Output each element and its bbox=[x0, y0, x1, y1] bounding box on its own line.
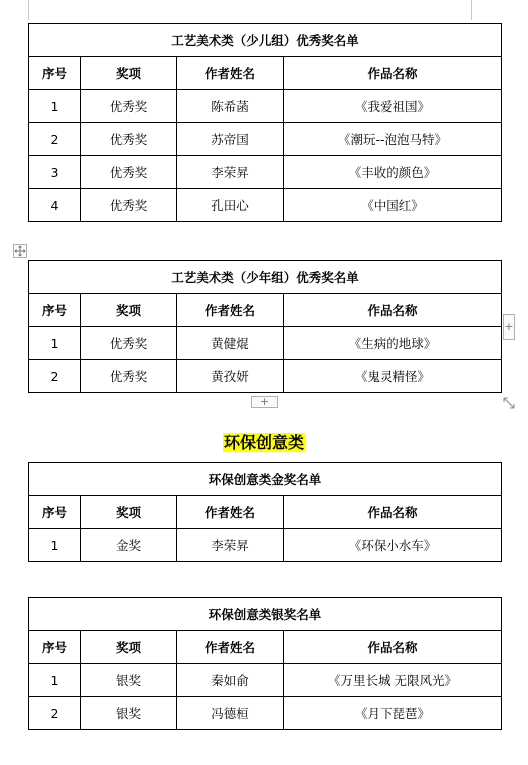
header-award: 奖项 bbox=[81, 631, 177, 664]
header-author: 作者姓名 bbox=[177, 57, 284, 90]
plus-icon: + bbox=[504, 320, 514, 333]
header-work: 作品名称 bbox=[284, 294, 502, 327]
header-author: 作者姓名 bbox=[177, 631, 284, 664]
table-move-handle[interactable] bbox=[13, 244, 27, 258]
table-row bbox=[29, 189, 502, 222]
header-work: 作品名称 bbox=[284, 496, 502, 529]
cell-work: 《我爱祖国》 bbox=[284, 90, 502, 123]
table-row bbox=[29, 327, 502, 360]
table-header-row bbox=[29, 57, 502, 90]
table-header-row bbox=[29, 294, 502, 327]
page-margin-mark-left bbox=[28, 0, 29, 20]
cell-author: 陈希菡 bbox=[177, 90, 284, 123]
add-column-button[interactable] bbox=[503, 314, 515, 340]
header-serial: 序号 bbox=[29, 631, 81, 664]
header-serial: 序号 bbox=[29, 294, 81, 327]
cell-award: 优秀奖 bbox=[81, 90, 177, 123]
header-serial: 序号 bbox=[29, 496, 81, 529]
cell-serial: 1 bbox=[29, 529, 81, 562]
table-resize-handle[interactable] bbox=[502, 396, 516, 410]
cell-serial: 2 bbox=[29, 360, 81, 393]
cell-author: 黄健焜 bbox=[177, 327, 284, 360]
cell-serial: 1 bbox=[29, 327, 81, 360]
cell-serial: 2 bbox=[29, 123, 81, 156]
cell-award: 优秀奖 bbox=[81, 156, 177, 189]
cell-work: 《生病的地球》 bbox=[284, 327, 502, 360]
cell-work: 《鬼灵精怪》 bbox=[284, 360, 502, 393]
section-heading bbox=[0, 430, 528, 453]
award-table-4 bbox=[28, 597, 502, 730]
move-handle-icon bbox=[14, 245, 26, 257]
cell-author: 李荣昇 bbox=[177, 529, 284, 562]
table-header-row bbox=[29, 631, 502, 664]
section-heading-text: 环保创意类 bbox=[223, 433, 304, 452]
table-row bbox=[29, 529, 502, 562]
table-title: 工艺美术类（少年组）优秀奖名单 bbox=[29, 261, 502, 294]
cell-serial: 1 bbox=[29, 664, 81, 697]
header-award: 奖项 bbox=[81, 496, 177, 529]
cell-serial: 2 bbox=[29, 697, 81, 730]
cell-award: 银奖 bbox=[81, 664, 177, 697]
table-row bbox=[29, 697, 502, 730]
table-header-row bbox=[29, 496, 502, 529]
cell-work: 《潮玩--泡泡马特》 bbox=[284, 123, 502, 156]
table-title: 环保创意类银奖名单 bbox=[29, 598, 502, 631]
header-author: 作者姓名 bbox=[177, 496, 284, 529]
table-title: 工艺美术类（少儿组）优秀奖名单 bbox=[29, 24, 502, 57]
resize-handle-icon bbox=[502, 396, 516, 410]
cell-work: 《月下琵琶》 bbox=[284, 697, 502, 730]
header-award: 奖项 bbox=[81, 57, 177, 90]
table-title: 环保创意类金奖名单 bbox=[29, 463, 502, 496]
header-work: 作品名称 bbox=[284, 631, 502, 664]
cell-award: 优秀奖 bbox=[81, 360, 177, 393]
table-row bbox=[29, 90, 502, 123]
plus-icon: + bbox=[259, 395, 270, 408]
header-author: 作者姓名 bbox=[177, 294, 284, 327]
cell-author: 冯德桓 bbox=[177, 697, 284, 730]
cell-award: 金奖 bbox=[81, 529, 177, 562]
cell-work: 《万里长城 无限风光》 bbox=[284, 664, 502, 697]
cell-serial: 4 bbox=[29, 189, 81, 222]
add-row-button[interactable] bbox=[251, 396, 278, 408]
cell-serial: 3 bbox=[29, 156, 81, 189]
table-row bbox=[29, 360, 502, 393]
cell-work: 《中国红》 bbox=[284, 189, 502, 222]
award-table-3 bbox=[28, 462, 502, 562]
cell-work: 《丰收的颜色》 bbox=[284, 156, 502, 189]
header-award: 奖项 bbox=[81, 294, 177, 327]
cell-work: 《环保小水车》 bbox=[284, 529, 502, 562]
header-serial: 序号 bbox=[29, 57, 81, 90]
header-work: 作品名称 bbox=[284, 57, 502, 90]
cell-author: 黄孜妍 bbox=[177, 360, 284, 393]
cell-serial: 1 bbox=[29, 90, 81, 123]
cell-author: 孔田心 bbox=[177, 189, 284, 222]
page-margin-mark-right bbox=[471, 0, 472, 20]
cell-award: 银奖 bbox=[81, 697, 177, 730]
cell-author: 李荣昇 bbox=[177, 156, 284, 189]
award-table-1 bbox=[28, 23, 502, 222]
table-row bbox=[29, 664, 502, 697]
cell-award: 优秀奖 bbox=[81, 123, 177, 156]
table-row bbox=[29, 156, 502, 189]
award-table-2 bbox=[28, 260, 502, 393]
cell-author: 苏帝国 bbox=[177, 123, 284, 156]
cell-author: 秦如俞 bbox=[177, 664, 284, 697]
cell-award: 优秀奖 bbox=[81, 189, 177, 222]
cell-award: 优秀奖 bbox=[81, 327, 177, 360]
table-row bbox=[29, 123, 502, 156]
